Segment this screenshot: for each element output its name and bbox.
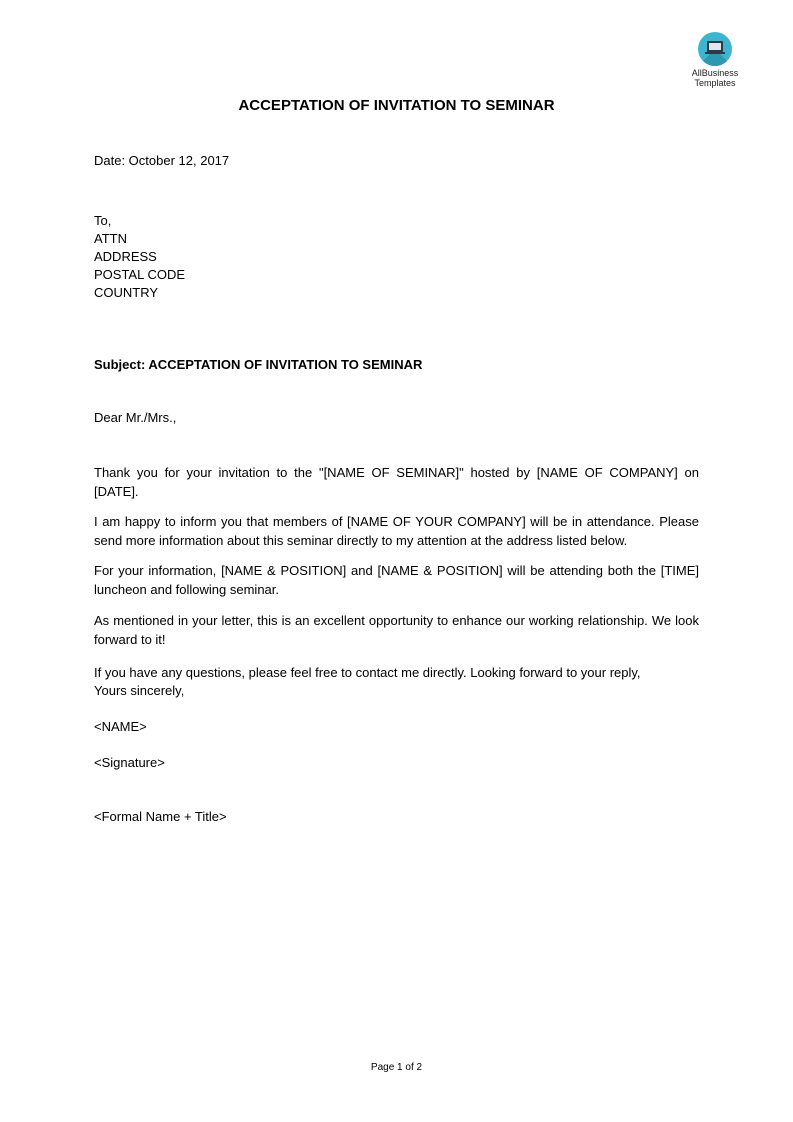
closing-line: If you have any questions, please feel free to contact me directly. Looking forward to your reply, [94,665,641,680]
page-number: Page 1 of 2 [370,1062,423,1073]
paragraph: I am happy to inform you that members of [NAME OF YOUR COMPANY] will be in attendance. Please send more information about this seminar directly to my attention at the address listed below. [94,514,699,548]
address-line: ATTN [94,231,127,246]
closing: Yours sincerely, [94,683,185,698]
allbusiness-logo [686,32,744,88]
address-line: ADDRESS [94,249,157,264]
address-line: COUNTRY [94,285,159,300]
paragraph: As mentioned in your letter, this is an excellent opportunity to enhance our working relationship. We look forward to it! [94,613,699,647]
letter-date: Date: October 12, 2017 [94,153,230,168]
formal-name-title: <Formal Name + Title> [94,809,227,824]
logo-text [686,68,744,88]
recipient-address-block [94,212,185,302]
signature: <Signature> [94,755,165,770]
paragraph: For your information, [NAME & POSITION] and [NAME & POSITION] will be attending both the [TIME] luncheon and following seminar. [94,563,699,597]
subject-line: Subject: ACCEPTATION OF INVITATION TO SEMINAR [94,357,423,372]
address-line: POSTAL CODE [94,267,186,282]
logo-text-line2: Templates [694,78,736,88]
address-line: To, [94,213,112,228]
logo-text-line1: AllBusiness [691,68,739,78]
laptop-icon [698,32,732,66]
paragraph: Thank you for your invitation to the "[NAME OF SEMINAR]" hosted by [NAME OF COMPANY] on [DATE]. [94,465,699,499]
document-title: ACCEPTATION OF INVITATION TO SEMINAR [238,97,555,114]
closing-block [94,664,699,700]
salutation: Dear Mr./Mrs., [94,410,177,425]
sender-name: <NAME> [94,719,147,734]
